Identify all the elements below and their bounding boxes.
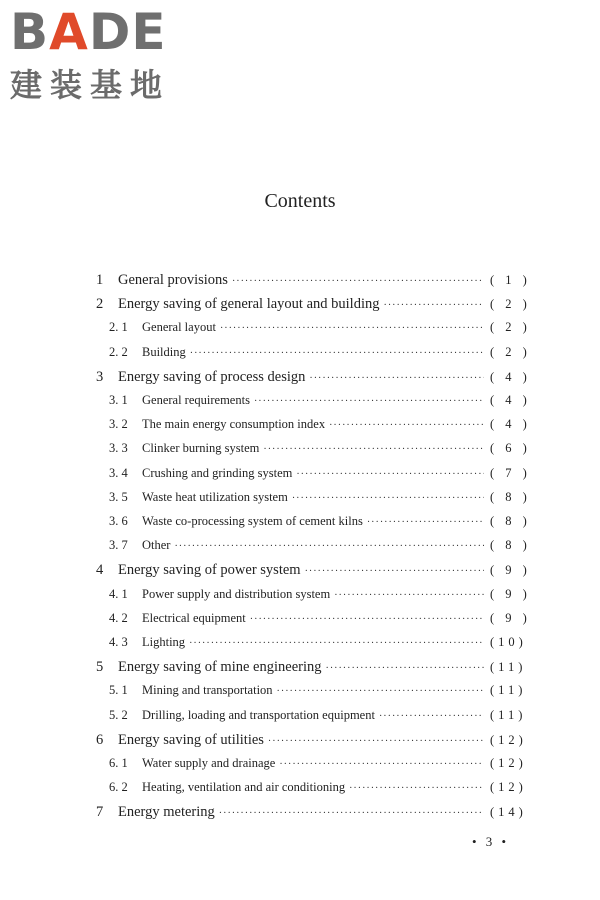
toc-entry-title: Energy saving of process design [118, 368, 306, 385]
toc-entry-number: 1 [96, 272, 104, 288]
toc-entry-page: ( 8 ) [490, 489, 531, 504]
dot-leader [189, 638, 484, 649]
dot-leader [268, 736, 484, 747]
logo-accent-letter: A [49, 3, 89, 61]
dot-leader [367, 517, 484, 528]
toc-chapter-entry[interactable] [0, 659, 600, 676]
toc-entry-page: (12) [490, 732, 527, 747]
toc-entry-title: General layout [142, 320, 216, 335]
toc-entry-number: 5. 1 [109, 683, 128, 698]
dot-leader [279, 759, 484, 770]
logo-letters: B [10, 3, 50, 61]
dot-leader [305, 566, 484, 577]
toc-entry-page: ( 9 ) [490, 586, 531, 601]
dot-leader [254, 396, 484, 407]
toc-entry-number: 2. 1 [109, 320, 128, 335]
toc-section-entry[interactable] [0, 635, 600, 650]
toc-entry-title: Building [142, 344, 186, 359]
dot-leader [325, 663, 484, 674]
toc-entry-page: ( 2 ) [490, 344, 531, 359]
toc-entry-page: ( 9 ) [490, 610, 531, 625]
toc-entry-page: ( 6 ) [490, 441, 531, 456]
toc-section-entry[interactable] [0, 320, 600, 335]
toc-entry-page: ( 8 ) [490, 538, 531, 553]
page-number: • 3 • [472, 834, 510, 849]
toc-entry-page: ( 4 ) [490, 417, 531, 432]
toc-chapter-entry[interactable] [0, 562, 600, 579]
toc-entry-number: 3. 6 [109, 514, 128, 528]
toc-entry-title: Energy saving of power system [118, 562, 301, 579]
toc-section-entry[interactable] [0, 780, 600, 795]
toc-section-entry[interactable] [0, 417, 600, 432]
toc-entry-page: (10) [490, 635, 527, 649]
toc-entry-title: Energy saving of mine engineering [118, 659, 322, 676]
toc-entry-number: 3. 4 [109, 465, 128, 480]
toc-entry-number: 7 [96, 804, 104, 821]
toc-entry-page: (11) [490, 683, 527, 698]
dot-leader [232, 276, 484, 287]
toc-section-entry[interactable] [0, 393, 600, 408]
toc-entry-number: 3. 2 [109, 417, 128, 432]
toc-section-entry[interactable] [0, 466, 600, 481]
toc-entry-number: 6. 1 [109, 756, 128, 770]
toc-entry-page: (11) [490, 707, 527, 722]
toc-entry-title: Lighting [142, 635, 186, 649]
toc-entry-title: Drilling, loading and transportation equipment [142, 707, 375, 722]
toc-entry-title: Heating, ventilation and air conditioning [142, 780, 346, 795]
toc-entry-title: Crushing and grinding system [142, 465, 293, 480]
toc-entry-number: 6 [96, 731, 104, 748]
toc-entry-title: Clinker burning system [142, 441, 260, 456]
toc-entry-page: ( 2 ) [490, 320, 531, 335]
toc-chapter-entry[interactable] [0, 272, 600, 289]
toc-section-entry[interactable] [0, 756, 600, 771]
toc-entry-title: Energy saving of general layout and building [118, 296, 380, 313]
dot-leader [329, 420, 484, 431]
toc-entry-number: 4. 2 [109, 610, 128, 625]
dot-leader [263, 444, 484, 455]
dot-leader [379, 711, 484, 722]
dot-leader [174, 541, 484, 552]
toc-entry-number: 4. 1 [109, 586, 128, 601]
page-title: Contents [264, 190, 336, 212]
toc-entry-title: The main energy consumption index [142, 417, 326, 432]
toc-entry-title: Other [142, 538, 171, 553]
toc-entry-title: Power supply and distribution system [142, 586, 331, 601]
toc-section-entry[interactable] [0, 708, 600, 723]
dot-leader [219, 808, 484, 819]
toc-entry-page: ( 9 ) [490, 563, 531, 578]
toc-entry-number: 4. 3 [109, 635, 128, 649]
toc-section-entry[interactable] [0, 683, 600, 698]
toc-entry-title: Mining and transportation [142, 683, 273, 698]
logo-wordmark [10, 3, 170, 61]
toc-section-entry[interactable] [0, 538, 600, 553]
toc-entry-number: 4 [96, 562, 104, 579]
toc-entry-page: (11) [490, 660, 527, 675]
toc-entry-title: Waste heat utilization system [142, 489, 288, 504]
toc-entry-number: 6. 2 [109, 780, 128, 795]
logo-letters-end: DE [88, 3, 167, 61]
toc-entry-number: 3. 7 [109, 538, 128, 553]
toc-entry-number: 2. 2 [109, 344, 128, 359]
dot-leader [292, 493, 484, 504]
toc-entry-number: 5 [96, 659, 104, 676]
toc-chapter-entry[interactable] [0, 732, 600, 749]
toc-entry-number: 3. 3 [109, 441, 128, 456]
toc-entry-page: ( 4 ) [490, 393, 531, 407]
toc-entry-page: ( 4 ) [490, 369, 531, 384]
toc-entry-number: 3. 5 [109, 489, 128, 504]
toc-entry-title: Waste co-processing system of cement kilns [142, 514, 363, 528]
toc-entry-title: General requirements [142, 393, 250, 407]
toc-section-entry[interactable] [0, 490, 600, 505]
toc-entry-number: 5. 2 [109, 707, 128, 722]
toc-entry-page: ( 2 ) [490, 297, 531, 312]
toc-chapter-entry[interactable] [0, 296, 600, 313]
dot-leader [349, 783, 484, 794]
dot-leader [296, 469, 484, 480]
dot-leader [220, 323, 484, 334]
toc-entry-page: ( 7 ) [490, 465, 531, 480]
toc-entry-title: Energy metering [118, 804, 215, 821]
dot-leader [190, 348, 484, 359]
toc-section-entry[interactable] [0, 587, 600, 602]
toc-entry-number: 3 [96, 368, 104, 385]
toc-section-entry[interactable] [0, 345, 600, 360]
toc-entry-page: (14) [490, 805, 527, 820]
toc-entry-page: (12) [490, 780, 527, 795]
toc-chapter-entry[interactable] [0, 369, 600, 386]
dot-leader [250, 614, 484, 625]
toc-entry-page: ( 8 ) [490, 514, 531, 528]
toc-chapter-entry[interactable] [0, 804, 600, 821]
dot-leader [277, 686, 484, 697]
toc-section-entry[interactable] [0, 441, 600, 456]
dot-leader [334, 590, 484, 601]
toc-entry-number: 3. 1 [109, 393, 128, 407]
toc-section-entry[interactable] [0, 514, 600, 529]
toc-section-entry[interactable] [0, 611, 600, 626]
toc-entry-title: Electrical equipment [142, 610, 246, 625]
dot-leader [383, 300, 484, 311]
toc-entry-number: 2 [96, 296, 104, 313]
dot-leader [309, 373, 484, 384]
toc-entry-title: Water supply and drainage [142, 756, 276, 770]
toc-entry-title: General provisions [118, 272, 228, 288]
toc-entry-page: (12) [490, 756, 527, 770]
logo-chinese-text: 建装基地 [10, 66, 171, 104]
brand-logo [10, 3, 171, 106]
toc-entry-title: Energy saving of utilities [118, 731, 264, 748]
toc-entry-page: ( 1 ) [490, 273, 531, 287]
